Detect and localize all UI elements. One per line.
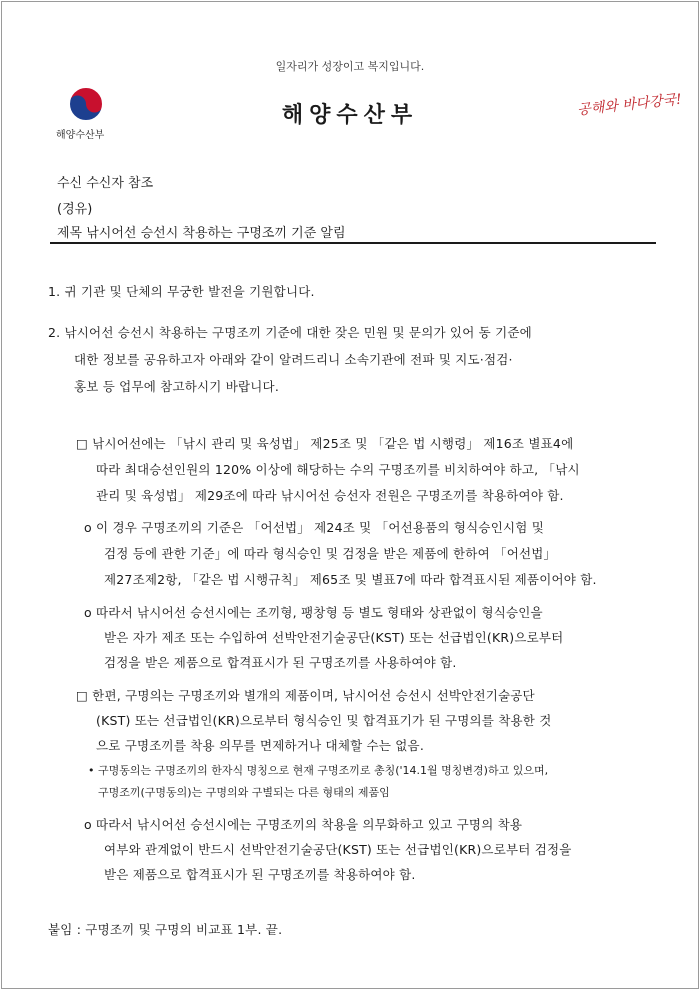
section-2-line: 으로 구명조끼를 착용 의무를 면제하거나 대체할 수는 없음. (96, 738, 424, 753)
logo-label: 해양수산부 (56, 130, 105, 141)
via-line: (경유) (57, 202, 93, 217)
sub-item-2-line: 받은 자가 제조 또는 수입하여 선박안전기술공단(KST) 또는 선급법인(KR)으로부터 (104, 630, 564, 645)
sub-item-3-line: o 따라서 낚시어선 승선시에는 구명조끼의 착용을 의무화하고 있고 구명의 착용 (84, 817, 523, 832)
sub-item-3-line: 받은 제품으로 합격표시가 된 구명조끼를 착용하여야 함. (104, 867, 416, 882)
paragraph-2-line: 2. 낚시어선 승선시 착용하는 구명조끼 기준에 대한 잦은 민원 및 문의가 있어 동 기준에 (48, 325, 532, 340)
slogan: 일자리가 성장이고 복지입니다. (275, 60, 425, 73)
section-2-line: (KST) 또는 선급법인(KR)으로부터 형식승인 및 합격표기가 된 구명의를 착용한 것 (96, 713, 552, 728)
section-2-line: □ 한편, 구명의는 구명조끼와 별개의 제품이며, 낚시어선 승선시 선박안전기술공단 (76, 688, 535, 703)
paragraph-2-line: 대한 정보를 공유하고자 아래와 같이 알려드리니 소속기관에 전파 및 지도·점검· (74, 352, 513, 367)
subject-line: 제목 낚시어선 승선시 착용하는 구명조끼 기준 알림 (57, 226, 346, 241)
sub-item-1-line: 검정 등에 관한 기준」에 따라 형식승인 및 검정을 받은 제품에 한하여 「어선법」 (104, 546, 557, 561)
section-1-line: 따라 최대승선인원의 120% 이상에 해당하는 수의 구명조끼를 비치하여야 하고, 「낚시 (96, 462, 580, 477)
attachment-line: 붙임 : 구명조끼 및 구명의 비교표 1부. 끝. (48, 922, 283, 937)
sub-item-1-line: o 이 경우 구명조끼의 기준은 「어선법」 제24조 및 「어선용품의 형식승인시험 및 (84, 520, 544, 535)
organization-title: 해양수산부 (281, 103, 419, 128)
signature-slogan: 공해와 바다강국! (576, 91, 683, 119)
section-1-line: 관리 및 육성법」 제29조에 따라 낚시어선 승선자 전원은 구명조끼를 착용하여야 함. (96, 488, 564, 503)
header-divider (50, 242, 656, 244)
paragraph-2-line: 홍보 등 업무에 참고하시기 바랍니다. (74, 379, 279, 394)
note-line: • 구명동의는 구명조끼의 한자식 명칭으로 현재 구명조끼로 총칭('14.1월 명칭변경)하고 있으며, (88, 764, 549, 777)
recipient-line: 수신 수신자 참조 (57, 176, 154, 191)
note-line: 구명조끼(구명동의)는 구명의와 구별되는 다른 형태의 제품임 (98, 786, 390, 799)
sub-item-1-line: 제27조제2항, 「같은 법 시행규칙」 제65조 및 별표7에 따라 합격표시된 제품이어야 함. (104, 572, 597, 587)
section-1-line: □ 낚시어선에는 「낚시 관리 및 육성법」 제25조 및 「같은 법 시행령」 제16조 별표4에 (76, 436, 574, 451)
paragraph-1: 1. 귀 기관 및 단체의 무궁한 발전을 기원합니다. (48, 284, 315, 299)
sub-item-2-line: 검정을 받은 제품으로 합격표시가 된 구명조끼를 사용하여야 함. (104, 655, 457, 670)
sub-item-3-line: 여부와 관계없이 반드시 선박안전기술공단(KST) 또는 선급법인(KR)으로부터 검정을 (104, 842, 572, 857)
sub-item-2-line: o 따라서 낚시어선 승선시에는 조끼형, 팽창형 등 별도 형태와 상관없이 형식승인을 (84, 605, 543, 620)
